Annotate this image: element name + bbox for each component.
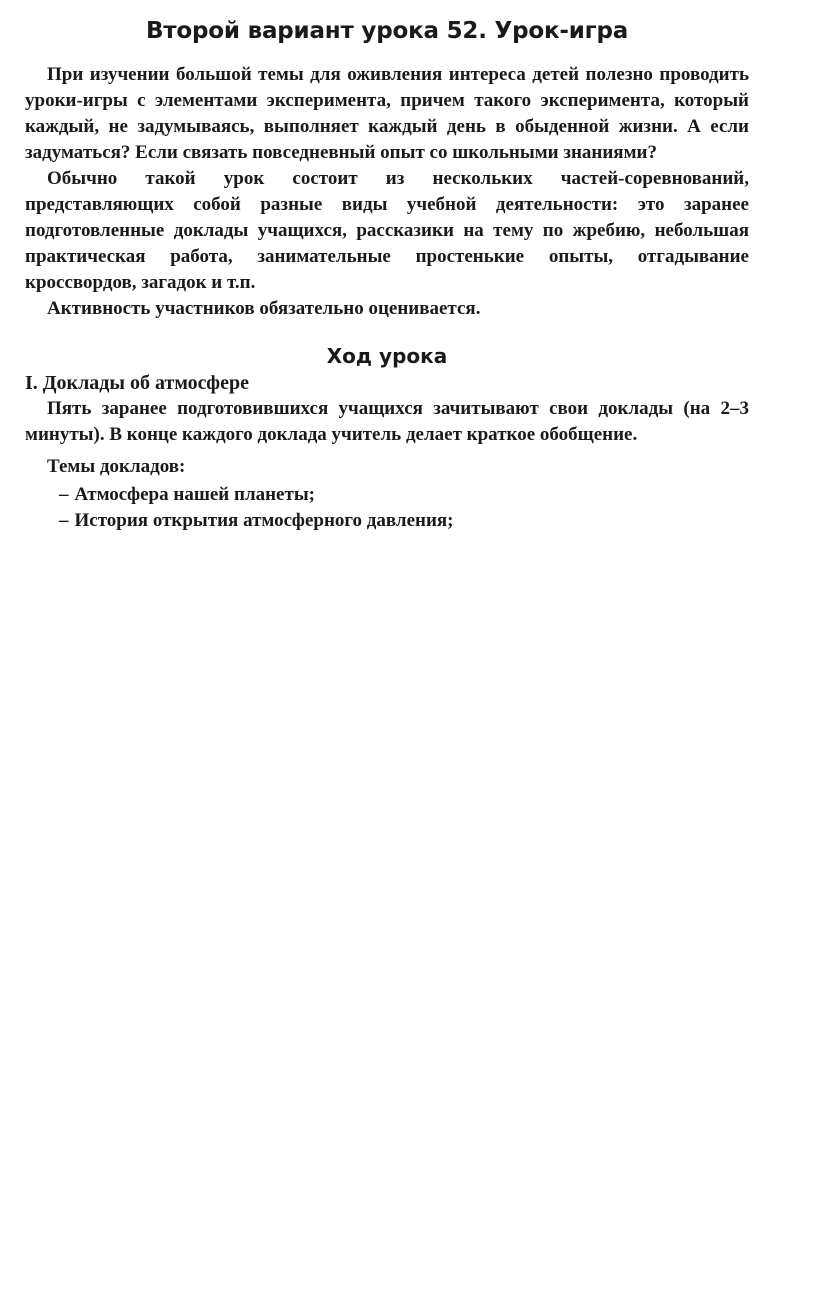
topics-heading: Темы докладов: (47, 456, 186, 477)
list-item (59, 508, 749, 534)
dash-bullet: – (59, 510, 69, 531)
subsection-title: I. Доклады об атмосфере (25, 372, 250, 394)
lesson-title: Второй вариант урока 52. Урок-игра (145, 18, 629, 44)
intro-paragraph-2: Обычно такой урок состоит из нескольких частей-соревнований, представляющих собой разные виды учебной деятельности: это заранее подготовленные доклады учащихся, рассказики на тему по жребию, небольшая практическая работа, занимательные простенькие опыты, отгадывание кроссвордов, загадок и т.п. (25, 168, 749, 293)
section-title: Ход урока (326, 344, 448, 368)
topics-list (25, 482, 749, 534)
list-item (59, 482, 749, 508)
topic-text: История открытия атмосферного давления; (74, 510, 454, 531)
intro-paragraph-1: При изучении большой темы для оживления интереса детей полезно проводить уроки-игры с элементами эксперимента, причем такого эксперимента, который каждый, не задумываясь, выполняет каждый день в обыденной жизни. А если задуматься? Если связать повседневный опыт со школьными знаниями? (25, 64, 749, 163)
intro-paragraph-3: Активность участников обязательно оценивается. (47, 298, 481, 319)
dash-bullet: – (59, 484, 69, 505)
topic-text: Атмосфера нашей планеты; (74, 484, 315, 505)
document-page (25, 18, 749, 534)
subsection-paragraph: Пять заранее подготовившихся учащихся зачитывают свои доклады (на 2–3 минуты). В конце каждого доклада учитель делает краткое обобщение. (25, 398, 749, 445)
